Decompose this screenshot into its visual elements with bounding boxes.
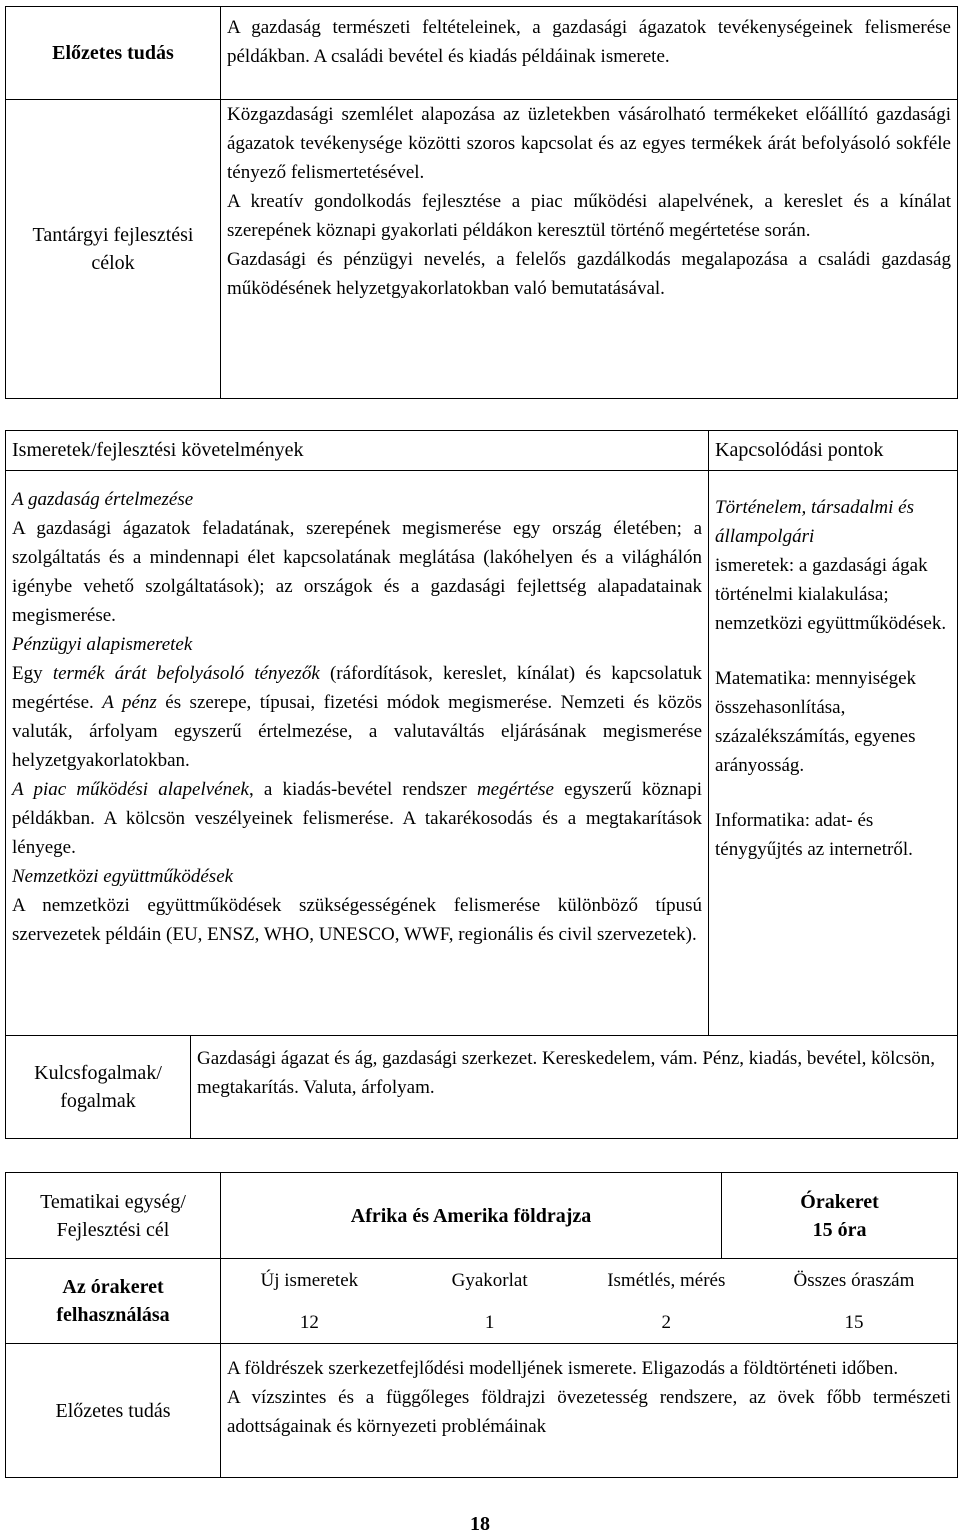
hours-cell [722,1173,958,1259]
connection-history: Történelem, társadalmi és állampolgári ismeretek: a gazdasági ágak történelmi kialakulása; nemzetközi együttműködések. [715,497,947,634]
section-text-market: A piac működési alapelvének, a kiadás-bevétel rendszer megértése egyszerű köznapi példákban. A kölcsön veszélyeinek felismerése. A takarékosodás és a megtakarítások lényege. [12,779,703,858]
unit-table [5,1172,958,1478]
prior-knowledge-label: Előzetes tudás [6,7,221,100]
section-text-economy: A gazdasági ágazatok feladatának, szerepének megismerése egy ország életében; a szolgáltatás és a mindennapi élet kapcsolatának meglátása (lakóhelyen és a világhálón igénybe vehető szolgáltatások); az országok és a gazdasági fejlettség alapadatainak megismerése. [12,518,703,626]
requirements-body [6,471,709,1036]
requirements-table [5,430,958,1139]
connections-body [709,471,958,1036]
section-title-economy: A gazdaság értelmezése [12,489,194,510]
unit-label: Tematikai egység/ Fejlesztési cél [6,1173,221,1259]
hours-breakdown [221,1259,958,1344]
unit-title: Afrika és Amerika földrajza [221,1173,722,1259]
unit-prior-label: Előzetes tudás [6,1344,221,1478]
key-concepts-label: Kulcsfogalmak/ fogalmak [6,1036,191,1139]
unit-prior-text: A földrészek szerkezetfejlődési modelljének ismerete. Eligazodás a földtörténeti időben. A vízszintes és a függőleges földrajzi övezetesség rendszere, az övek főbb természeti adottságainak és környezeti problémáinak [221,1344,958,1478]
col-header: Gyakorlat [451,1269,528,1291]
requirements-header: Ismeretek/fejlesztési követelmények [6,431,709,471]
col-value: 15 [844,1311,864,1333]
connection-math: Matematika: mennyiségek összehasonlítása, százalékszámítás, egyenes arányosság. [715,668,917,776]
col-value: 12 [299,1311,319,1333]
connection-informatics: Informatika: adat- és ténygyűjtés az internetről. [715,810,913,860]
col-value: 2 [661,1311,672,1333]
development-goals-text [221,100,958,399]
col-value: 1 [484,1311,495,1333]
goal-paragraph: Közgazdasági szemlélet alapozása az üzletekben vásárolható termékeket előállító gazdasági ágazatok tevékenysége közötti szoros kapcsolat és az egyes termékek árát befolyásoló sokféle tényező felismertetésével. [227,104,951,183]
section-text-international: A nemzetközi együttműködések szükségességének felismerése különböző típusú szervezetek példáin (EU, ENSZ, WHO, UNESCO, WWF, regionális és civil szervezetek). [12,895,703,945]
hours-breakdown-grid [221,1259,957,1343]
prior-knowledge-text: A gazdaság természeti feltételeinek, a gazdasági ágazatok tevékenységeinek felismerése példákban. A családi bevétel és kiadás példáinak ismerete. [221,7,958,100]
connections-header: Kapcsolódási pontok [709,431,958,471]
hours-value: 15 óra [812,1218,867,1241]
section-title-international: Nemzetközi együttműködések [12,866,234,887]
col-header: Összes óraszám [793,1269,915,1291]
goals-table [5,6,958,399]
usage-label: Az órakeret felhasználása [6,1259,221,1344]
goal-paragraph: Gazdasági és pénzügyi nevelés, a felelős gazdálkodás megalapozása a családi gazdaság működésének helyzetgyakorlatokban való bemutatásával. [227,249,951,299]
col-header: Új ismeretek [260,1269,359,1291]
hours-label: Órakeret [800,1190,879,1213]
section-title-finance: Pénzügyi alapismeretek [12,634,193,655]
page-number: 18 [470,1513,490,1535]
development-goals-label: Tantárgyi fejlesztési célok [6,100,221,399]
col-header: Ismétlés, mérés [607,1269,726,1291]
section-text-finance: Egy termék árát befolyásoló tényezők (ráfordítások, kereslet, kínálat) és kapcsolatuk megértése. A pénz és szerepe, típusai, fizetési módok megismerése. Nemzeti és közös valuták, árfolyam egyszerű értelmezése, a valutaváltás eljárásának megismerése helyzetgyakorlatokban. [12,663,703,771]
goal-paragraph: A kreatív gondolkodás fejlesztése a piac működési alapelvének, a kereslet és a kínálat szerepének köznapi gyakorlati példákon keresztül történő megértetése során. [227,191,951,241]
key-concepts-text: Gazdasági ágazat és ág, gazdasági szerkezet. Kereskedelem, vám. Pénz, kiadás, bevétel, kölcsön, megtakarítás. Valuta, árfolyam. [191,1036,958,1139]
